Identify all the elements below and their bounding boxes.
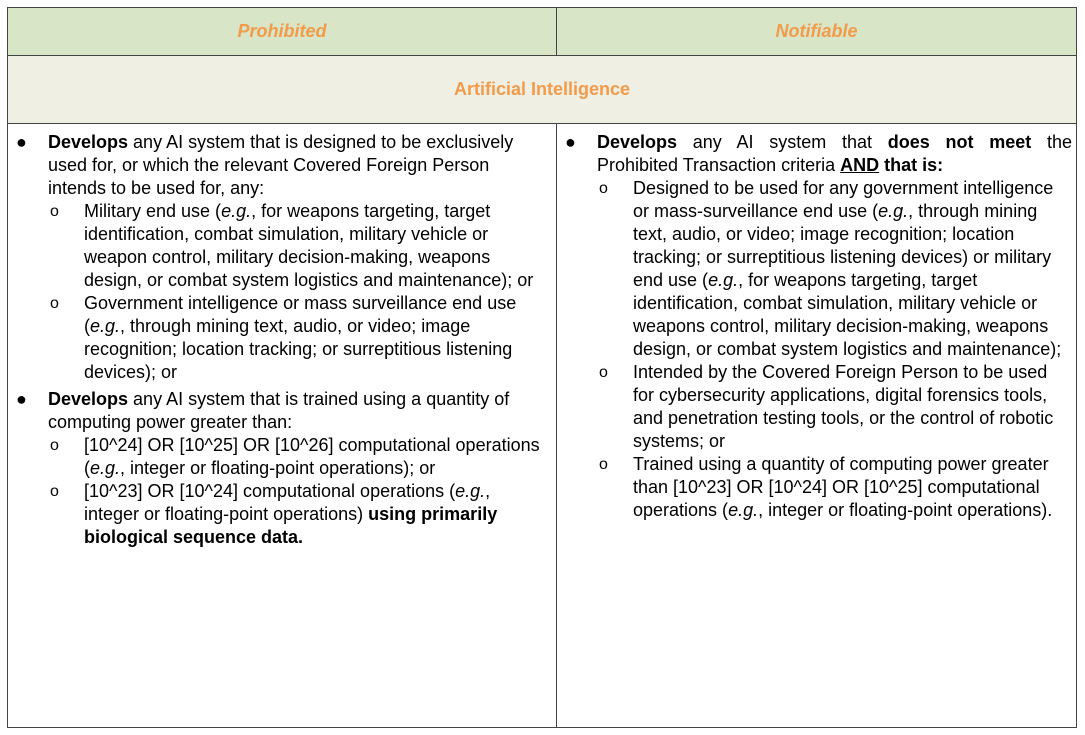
circle-bullet-icon: o bbox=[50, 203, 59, 220]
bullet-icon: ● bbox=[16, 132, 27, 152]
sub-list-item bbox=[48, 480, 548, 549]
eg-text: e.g. bbox=[90, 458, 121, 478]
circle-bullet-icon: o bbox=[50, 483, 59, 500]
sub-list-item bbox=[597, 361, 1072, 453]
header-row bbox=[8, 8, 1076, 56]
circle-bullet-icon: o bbox=[599, 180, 608, 197]
sub-text: Intended by the Covered Foreign Person to be used for cybersecurity applications, digital forensics tools, and penetration testing tools, or the control of robotic systems; or bbox=[633, 362, 1054, 451]
sub-text: Military end use ( bbox=[84, 201, 222, 221]
bold-text: does not meet bbox=[887, 132, 1032, 152]
sub-list bbox=[597, 177, 1072, 522]
bullet-icon: ● bbox=[16, 389, 27, 409]
sub-list bbox=[48, 434, 548, 549]
item-text: any AI system that bbox=[677, 132, 888, 152]
sub-text: , integer or floating-point operations). bbox=[758, 500, 1053, 520]
sub-text: [10^24] OR [10^25] OR [10^26] computational operations ( bbox=[84, 435, 540, 478]
sub-text: , for weapons targeting, target identification, combat simulation, military vehicle or weapons control, military decision-making, weapons design, or combat system logistics and maintenance); bbox=[633, 270, 1062, 359]
sub-text: , integer or floating-point operations); or bbox=[120, 458, 436, 478]
sub-list bbox=[48, 200, 548, 384]
item-text: any AI system that is designed to be exclusively used for, or which the relevant Covered Foreign Person intends to be used for, any: bbox=[48, 132, 514, 198]
sub-text: Designed to be used for any government intelligence or mass-surveillance end use ( bbox=[633, 178, 1054, 221]
bullet-icon: ● bbox=[565, 132, 576, 152]
lead-bold: Develops bbox=[48, 132, 129, 152]
sub-list-item bbox=[48, 292, 548, 384]
sub-list-item bbox=[48, 434, 548, 480]
section-title: Artificial Intelligence bbox=[8, 56, 1076, 124]
sub-text: [10^23] OR [10^24] computational operations ( bbox=[84, 481, 456, 501]
circle-bullet-icon: o bbox=[599, 364, 608, 381]
lead-bold: Develops bbox=[597, 132, 678, 152]
list-item bbox=[8, 131, 548, 384]
sub-text: , through mining text, audio, or video; image recognition; location tracking; or surreptitious listening devices) or military end use ( bbox=[633, 201, 1052, 290]
sub-list-item bbox=[48, 200, 548, 292]
circle-bullet-icon: o bbox=[50, 295, 59, 312]
circle-bullet-icon: o bbox=[599, 456, 608, 473]
sub-text: Trained using a quantity of computing power greater than [10^23] OR [10^24] OR [10^25] computational operations ( bbox=[633, 454, 1049, 520]
lead-bold: Develops bbox=[48, 389, 129, 409]
header-notifiable: Notifiable bbox=[775, 21, 858, 41]
bold-text: that is: bbox=[879, 155, 944, 175]
item-paragraph bbox=[597, 131, 1072, 177]
sub-text: , for weapons targeting, target identification, combat simulation, military vehicle or weapon control, military decision-making, weapons design, or combat system logistics and maintenance); or bbox=[84, 201, 534, 290]
notifiable-column bbox=[557, 124, 1076, 727]
eg-text: e.g. bbox=[221, 201, 252, 221]
eg-text: e.g. bbox=[90, 316, 121, 336]
and-underline-text: AND bbox=[840, 155, 880, 175]
sub-list-item bbox=[597, 177, 1072, 361]
list-item bbox=[557, 131, 1072, 522]
header-prohibited: Prohibited bbox=[8, 8, 557, 55]
sub-text: , integer or floating-point operations) bbox=[84, 481, 491, 524]
circle-bullet-icon: o bbox=[50, 437, 59, 454]
eg-text: e.g. bbox=[728, 500, 759, 520]
eg-text: e.g. bbox=[455, 481, 486, 501]
eg-text: e.g. bbox=[878, 201, 909, 221]
bold-text: using primarily biological sequence data. bbox=[84, 504, 498, 547]
sub-text: Government intelligence or mass surveillance end use ( bbox=[84, 293, 517, 336]
notifiable-list bbox=[557, 131, 1072, 522]
sub-list-item bbox=[597, 453, 1072, 522]
prohibited-list bbox=[8, 131, 548, 549]
item-text: the Prohibited Transaction criteria bbox=[597, 132, 1072, 175]
eg-text: e.g. bbox=[708, 270, 739, 290]
prohibited-column bbox=[8, 124, 557, 727]
sub-text: , through mining text, audio, or video; image recognition; location tracking; or surreptitious listening devices); or bbox=[84, 316, 513, 382]
item-text: any AI system that is trained using a quantity of computing power greater than: bbox=[48, 389, 510, 432]
comparison-table bbox=[7, 7, 1077, 728]
list-item bbox=[8, 388, 548, 549]
